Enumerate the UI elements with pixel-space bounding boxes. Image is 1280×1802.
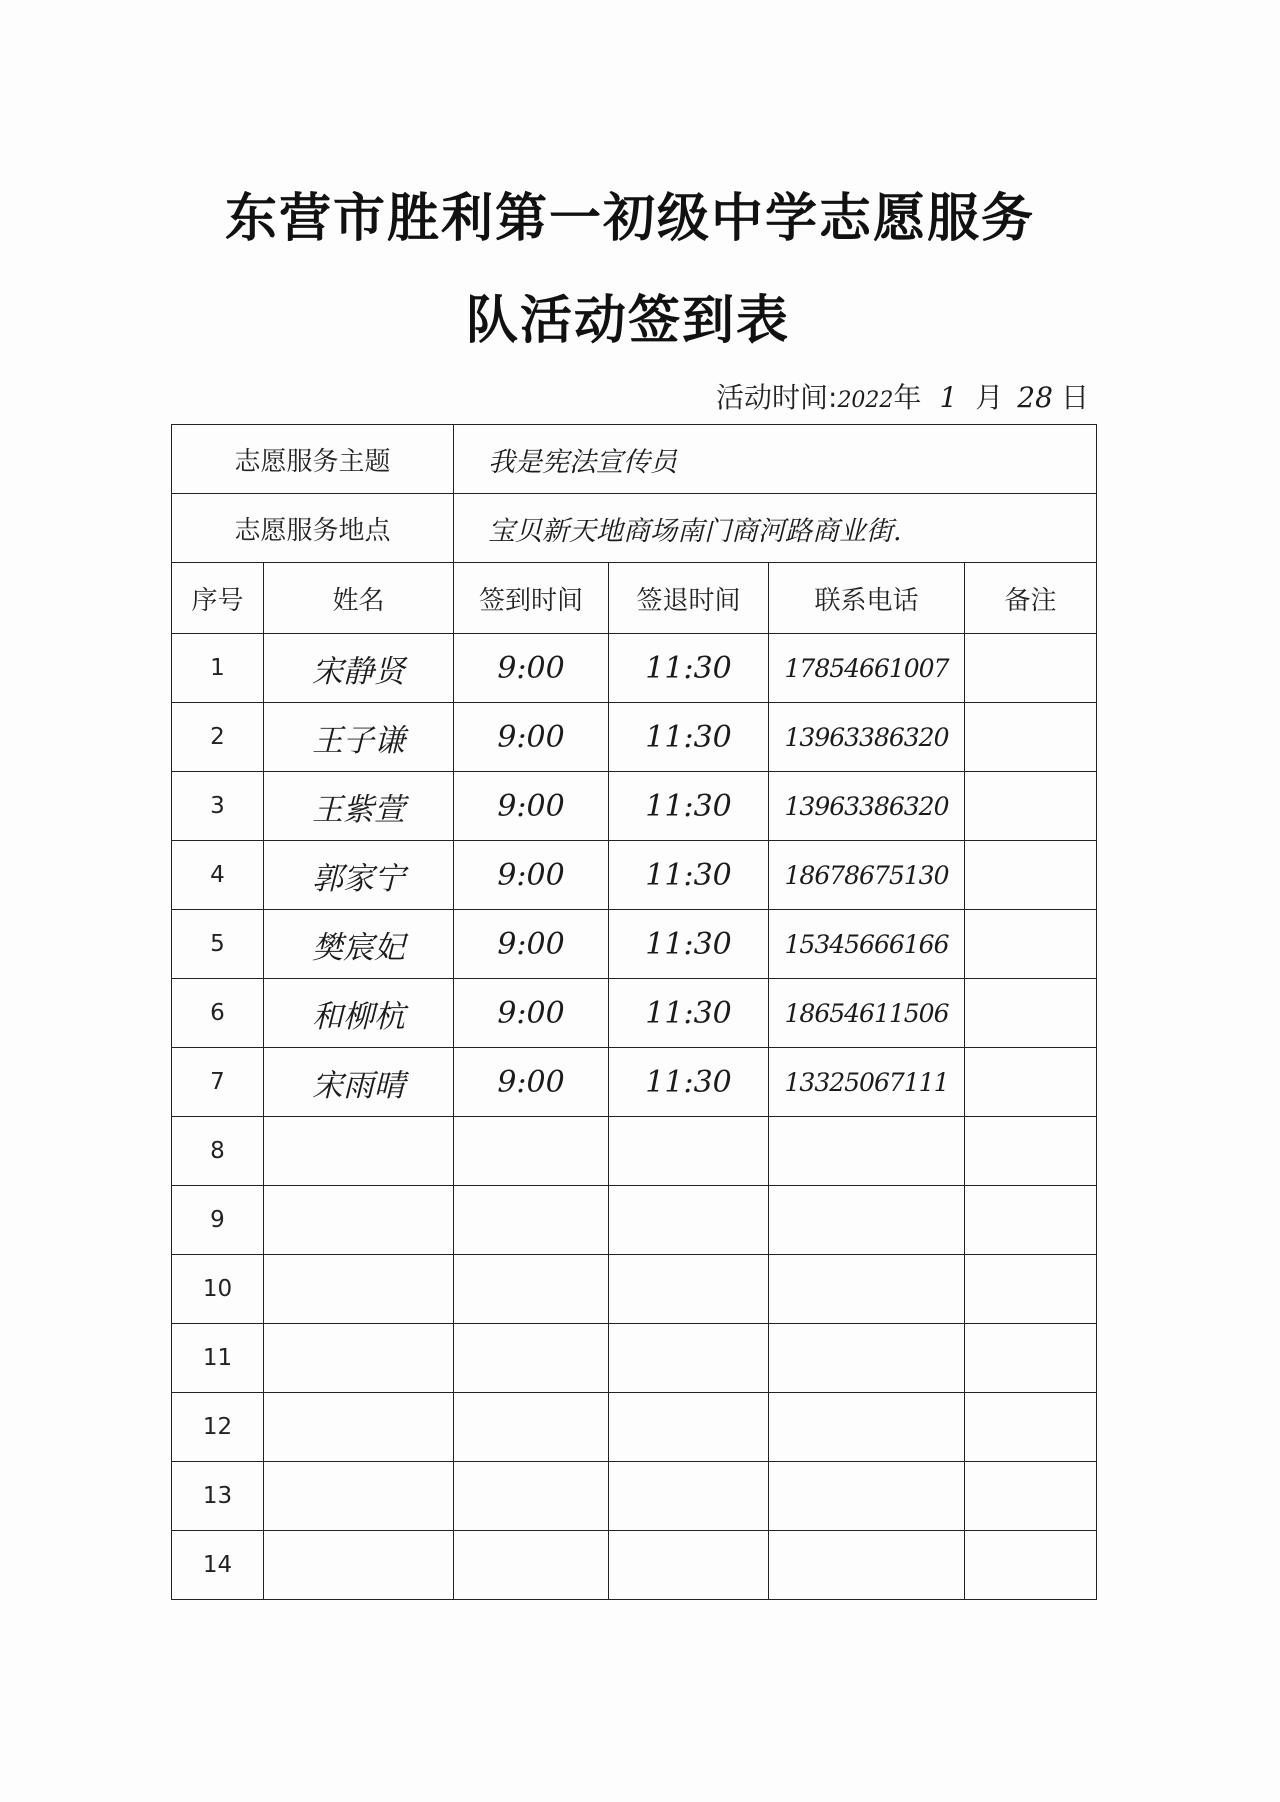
seq-cell: 13: [172, 1462, 264, 1531]
sign-in-cell: 9:00: [454, 841, 609, 910]
sign-in-cell: 9:00: [454, 979, 609, 1048]
remark-cell: [965, 634, 1097, 703]
phone-cell: 15345666166: [769, 910, 965, 979]
sign-out-cell: [609, 1393, 769, 1462]
phone-cell: 13325067111: [769, 1048, 965, 1117]
name-cell: [264, 1255, 454, 1324]
name-cell: 王紫萱: [264, 772, 454, 841]
remark-cell: [965, 1117, 1097, 1186]
phone-cell: [769, 1186, 965, 1255]
sign-in-cell: 9:00: [454, 910, 609, 979]
sign-out-cell: [609, 1255, 769, 1324]
table-row: [172, 910, 1097, 979]
table-row: [172, 1324, 1097, 1393]
remark-cell: [965, 841, 1097, 910]
sign-in-cell: [454, 1255, 609, 1324]
header-sign-in: 签到时间: [454, 563, 609, 634]
phone-cell: [769, 1531, 965, 1600]
table-row: [172, 634, 1097, 703]
sign-in-table: [171, 424, 1097, 1600]
location-value: 宝贝新天地商场南门商河路商业街.: [454, 494, 1097, 563]
sign-in-cell: [454, 1186, 609, 1255]
sign-in-cell: [454, 1117, 609, 1186]
sign-out-cell: 11:30: [609, 910, 769, 979]
seq-cell: 9: [172, 1186, 264, 1255]
sign-out-cell: [609, 1186, 769, 1255]
seq-cell: 5: [172, 910, 264, 979]
table-body: [172, 634, 1097, 1600]
phone-cell: 18678675130: [769, 841, 965, 910]
phone-cell: 17854661007: [769, 634, 965, 703]
name-cell: [264, 1462, 454, 1531]
phone-cell: [769, 1324, 965, 1393]
name-cell: 和柳杭: [264, 979, 454, 1048]
document-title-line1: 东营市胜利第一初级中学志愿服务: [224, 189, 1035, 249]
sign-out-cell: 11:30: [609, 979, 769, 1048]
remark-cell: [965, 1255, 1097, 1324]
name-cell: [264, 1117, 454, 1186]
table-row: [172, 841, 1097, 910]
name-cell: 宋雨晴: [264, 1048, 454, 1117]
date-day: 28: [1017, 381, 1053, 414]
table-row: [172, 1531, 1097, 1600]
table-row: [172, 1186, 1097, 1255]
header-phone: 联系电话: [769, 563, 965, 634]
sign-out-cell: 11:30: [609, 841, 769, 910]
remark-cell: [965, 1186, 1097, 1255]
date-year-suffix: 年: [893, 381, 922, 414]
name-cell: [264, 1531, 454, 1600]
header-remark: 备注: [965, 563, 1097, 634]
sign-out-cell: 11:30: [609, 703, 769, 772]
name-cell: [264, 1393, 454, 1462]
sign-out-cell: [609, 1531, 769, 1600]
table-row: [172, 979, 1097, 1048]
table-row: [172, 1462, 1097, 1531]
remark-cell: [965, 910, 1097, 979]
table-header-row: [172, 563, 1097, 634]
theme-row: [172, 425, 1097, 494]
seq-cell: 10: [172, 1255, 264, 1324]
date-month-suffix: 月: [975, 381, 1004, 414]
name-cell: [264, 1324, 454, 1393]
seq-cell: 4: [172, 841, 264, 910]
name-cell: 王子谦: [264, 703, 454, 772]
header-seq: 序号: [172, 563, 264, 634]
sign-out-cell: [609, 1462, 769, 1531]
seq-cell: 3: [172, 772, 264, 841]
phone-cell: [769, 1117, 965, 1186]
table-row: [172, 1393, 1097, 1462]
phone-cell: [769, 1255, 965, 1324]
table-row: [172, 703, 1097, 772]
table-row: [172, 772, 1097, 841]
seq-cell: 7: [172, 1048, 264, 1117]
phone-cell: 13963386320: [769, 772, 965, 841]
seq-cell: 8: [172, 1117, 264, 1186]
phone-cell: 13963386320: [769, 703, 965, 772]
remark-cell: [965, 1462, 1097, 1531]
sign-in-cell: [454, 1462, 609, 1531]
date-label: 活动时间:: [716, 381, 838, 414]
sign-in-cell: 9:00: [454, 772, 609, 841]
seq-cell: 12: [172, 1393, 264, 1462]
name-cell: 郭家宁: [264, 841, 454, 910]
sign-in-cell: 9:00: [454, 1048, 609, 1117]
seq-cell: 14: [172, 1531, 264, 1600]
sign-out-cell: [609, 1117, 769, 1186]
date-month: 1: [939, 381, 958, 414]
table-row: [172, 1048, 1097, 1117]
sign-out-cell: 11:30: [609, 772, 769, 841]
header-sign-out: 签退时间: [609, 563, 769, 634]
sign-in-cell: [454, 1393, 609, 1462]
seq-cell: 2: [172, 703, 264, 772]
seq-cell: 6: [172, 979, 264, 1048]
remark-cell: [965, 772, 1097, 841]
seq-cell: 11: [172, 1324, 264, 1393]
seq-cell: 1: [172, 634, 264, 703]
sign-in-cell: 9:00: [454, 634, 609, 703]
remark-cell: [965, 979, 1097, 1048]
sign-out-cell: [609, 1324, 769, 1393]
remark-cell: [965, 703, 1097, 772]
date-day-suffix: 日: [1060, 381, 1089, 414]
name-cell: [264, 1186, 454, 1255]
date-year: 2022: [837, 388, 894, 413]
name-cell: 樊宸妃: [264, 910, 454, 979]
theme-label: 志愿服务主题: [172, 425, 454, 494]
header-name: 姓名: [264, 563, 454, 634]
document-title-line2: 队活动签到表: [465, 291, 790, 351]
phone-cell: 18654611506: [769, 979, 965, 1048]
sign-in-cell: [454, 1531, 609, 1600]
phone-cell: [769, 1462, 965, 1531]
location-label: 志愿服务地点: [172, 494, 454, 563]
remark-cell: [965, 1393, 1097, 1462]
theme-value: 我是宪法宣传员: [454, 425, 1097, 494]
remark-cell: [965, 1048, 1097, 1117]
location-row: [172, 494, 1097, 563]
phone-cell: [769, 1393, 965, 1462]
table-row: [172, 1255, 1097, 1324]
name-cell: 宋静贤: [264, 634, 454, 703]
sign-out-cell: 11:30: [609, 634, 769, 703]
sign-out-cell: 11:30: [609, 1048, 769, 1117]
sign-in-cell: [454, 1324, 609, 1393]
sign-in-cell: 9:00: [454, 703, 609, 772]
activity-date: [716, 376, 1089, 416]
table-row: [172, 1117, 1097, 1186]
remark-cell: [965, 1531, 1097, 1600]
remark-cell: [965, 1324, 1097, 1393]
